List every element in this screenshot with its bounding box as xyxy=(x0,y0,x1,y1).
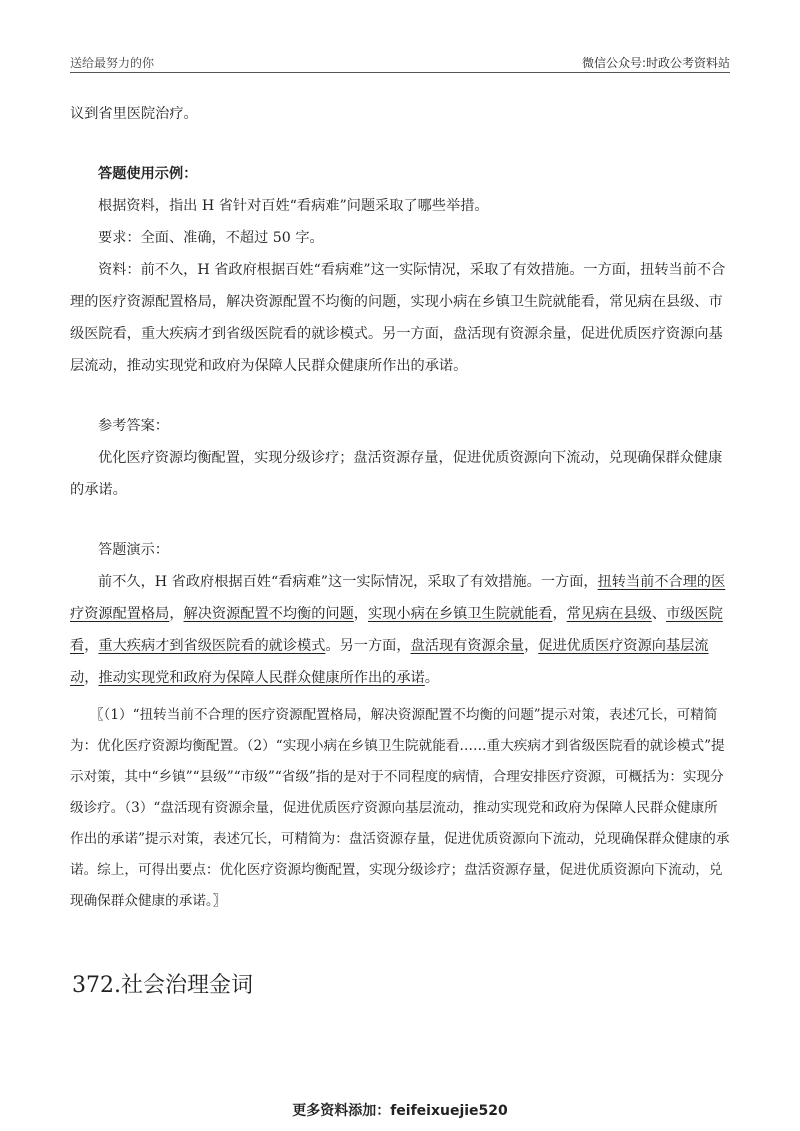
example-heading: 答题使用示例： xyxy=(98,166,198,182)
demo-text: ， xyxy=(169,606,184,622)
demo-underlined-text: 推动实现党和政府为保障人民群众健康所作出的承诺 xyxy=(98,670,425,686)
demo-underlined-text: 常见病在县级 xyxy=(566,606,652,622)
demo-paragraph xyxy=(70,566,730,694)
demo-underlined-text: 扭转当前不合理的医疗资源配置格局 xyxy=(70,574,726,622)
demo-underlined-text: 盘活现有资源余量 xyxy=(410,638,525,654)
demo-text: 。另一方面， xyxy=(325,638,411,654)
demo-text: ， xyxy=(353,606,368,622)
demo-text: ， xyxy=(524,638,539,654)
reference-heading: 参考答案： xyxy=(98,418,169,434)
demo-text: ， xyxy=(84,670,99,686)
demo-underlined-text: 重大疾病才到省级医院看的就诊模式 xyxy=(98,638,326,654)
intro-line: 议到省里医院治疗。 xyxy=(70,106,198,122)
demo-underlined-text: 市级医院看 xyxy=(70,606,723,654)
demo-underlined-text: 实现小病在乡镇卫生院就能看 xyxy=(368,606,553,622)
analysis-note: 〖（1）“扭转当前不合理的医疗资源配置格局，解决资源配置不均衡的问题”提示对策，表述冗长，可精简为：优化医疗资源均衡配置。（2）“实现小病在乡镇卫生院就能看……重大疾病才到省级医院看的就诊模式”提示对策，其中“乡镇”“县级”“市级”“省级”指的是对于不同程度的病情，合理安排医疗资源，可概括为：实现分级诊疗。（3）“盘活现有资源余量，促进优质医疗资源向基层流动，推动实现党和政府为保障人民群众健康所作出的承诺”提示对策，表述冗长，可精简为：盘活资源存量，促进优质资源向下流动，兑现确保群众健康的承诺。综上，可得出要点：优化医疗资源均衡配置，实现分级诊疗；盘活资源存量，促进优质资源向下流动，兑现确保群众健康的承诺。〗 xyxy=(70,707,730,909)
demo-heading: 答题演示： xyxy=(98,542,169,558)
demo-text: 、 xyxy=(651,606,666,622)
section-title: 372.社会治理金词 xyxy=(72,973,253,998)
reference-answer: 优化医疗资源均衡配置，实现分级诊疗；盘活资源存量，促进优质资源向下流动，兑现确保群众健康的承诺。 xyxy=(70,450,723,498)
demo-underlined-text: 促进优质医疗资源向基层流动 xyxy=(70,638,709,686)
demo-text: 。 xyxy=(424,670,439,686)
demo-text: 前不久，H 省政府根据百姓“看病难”这一实际情况，采取了有效措施。一方面， xyxy=(98,574,598,590)
header-right-text: 微信公众号:时政公考资料站 xyxy=(581,56,730,70)
demo-underlined-text: 解决资源配置不均衡的问题 xyxy=(183,606,354,622)
demo-text: ， xyxy=(552,606,567,622)
example-material: 资料：前不久，H 省政府根据百姓“看病难”这一实际情况，采取了有效措施。一方面，扭转当前不合理的医疗资源配置格局，解决资源配置不均衡的问题，实现小病在乡镇卫生院就能看，常见病在县级、市级医院看，重大疾病才到省级医院看的就诊模式。另一方面，盘活现有资源余量，促进优质医疗资源向基层流动，推动实现党和政府为保障人民群众健康所作出的承诺。 xyxy=(70,262,726,374)
footer-contact: 更多资料添加：feifeixuejie520 xyxy=(292,1103,508,1119)
page-header xyxy=(70,52,730,73)
header-left-text: 送给最努力的你 xyxy=(70,56,155,70)
page-content xyxy=(70,98,730,917)
demo-text: ， xyxy=(84,638,99,654)
example-requirement: 要求：全面、准确，不超过 50 字。 xyxy=(98,230,324,246)
example-question: 根据资料，指出 H 省针对百姓“看病难”问题采取了哪些举措。 xyxy=(98,198,489,214)
